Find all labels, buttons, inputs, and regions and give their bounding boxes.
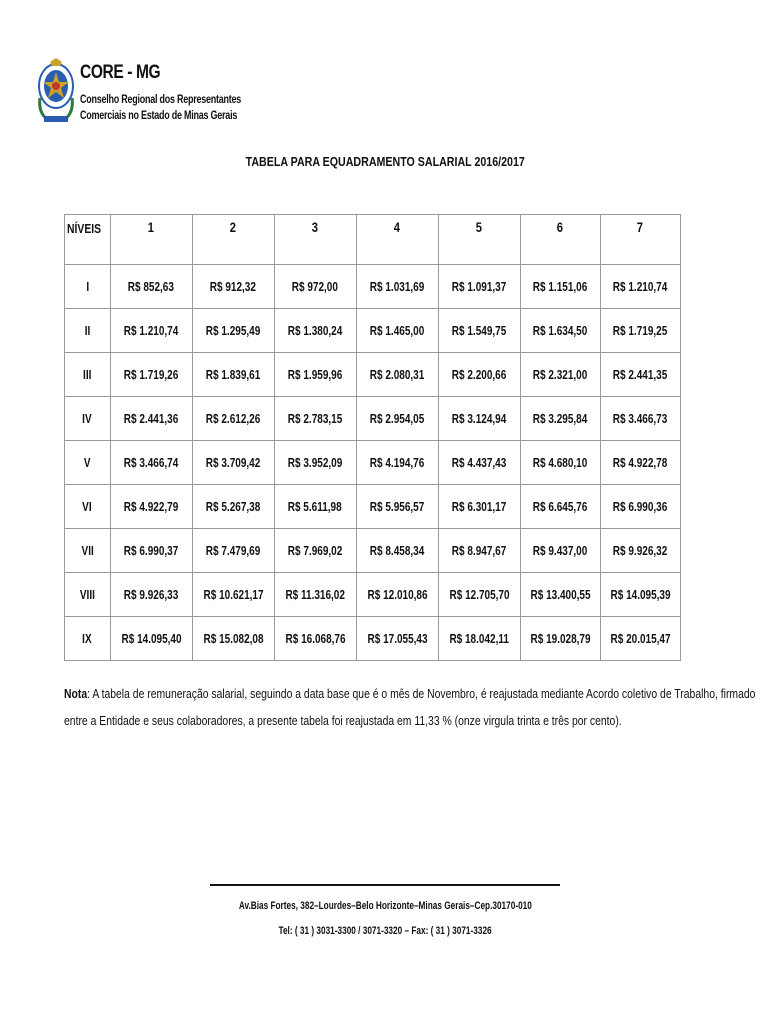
- column-header: 5: [438, 215, 520, 265]
- salary-cell: R$ 14.095,40: [110, 617, 192, 661]
- salary-cell: R$ 14.095,39: [600, 573, 680, 617]
- salary-cell: R$ 972,00: [274, 265, 356, 309]
- salary-cell: R$ 9.926,32: [600, 529, 680, 573]
- salary-cell: R$ 1.295,49: [192, 309, 274, 353]
- note-line-2: entre a Entidade e seus colaboradores, a presente tabela foi reajustada em 11,33 % (onze virgula trinta e três por cento).: [64, 713, 622, 728]
- salary-cell: R$ 1.380,24: [274, 309, 356, 353]
- salary-cell: R$ 19.028,79: [520, 617, 600, 661]
- salary-cell: R$ 3.295,84: [520, 397, 600, 441]
- level-cell: II: [65, 309, 111, 353]
- salary-cell: R$ 10.621,17: [192, 573, 274, 617]
- note: [64, 680, 756, 734]
- note-line-1: Nota: A tabela de remuneração salarial, seguindo a data base que é o mês de Novembro, é reajustada mediante Acordo coletivo de Trabalho, firmado: [64, 686, 756, 701]
- salary-cell: R$ 8.458,34: [356, 529, 438, 573]
- footer-phone: Tel: ( 31 ) 3031-3300 / 3071-3320 – Fax: ( 31 ) 3071-3326: [278, 925, 492, 937]
- column-header: 2: [192, 215, 274, 265]
- salary-cell: R$ 18.042,11: [438, 617, 520, 661]
- core-mg-seal-logo: [36, 58, 76, 128]
- salary-cell: R$ 852,63: [110, 265, 192, 309]
- table-row: [65, 441, 681, 485]
- salary-cell: R$ 3.124,94: [438, 397, 520, 441]
- level-cell: IV: [65, 397, 111, 441]
- salary-cell: R$ 912,32: [192, 265, 274, 309]
- salary-cell: R$ 4.194,76: [356, 441, 438, 485]
- salary-cell: R$ 1.549,75: [438, 309, 520, 353]
- salary-cell: R$ 1.210,74: [110, 309, 192, 353]
- salary-cell: R$ 4.922,78: [600, 441, 680, 485]
- table-row: [65, 485, 681, 529]
- salary-cell: R$ 6.990,36: [600, 485, 680, 529]
- salary-cell: R$ 9.926,33: [110, 573, 192, 617]
- column-header: 7: [600, 215, 680, 265]
- level-cell: VI: [65, 485, 111, 529]
- salary-cell: R$ 2.783,15: [274, 397, 356, 441]
- salary-cell: R$ 1.959,96: [274, 353, 356, 397]
- salary-cell: R$ 3.952,09: [274, 441, 356, 485]
- table-row: [65, 617, 681, 661]
- column-header: 6: [520, 215, 600, 265]
- note-label: Nota: [64, 686, 88, 701]
- table-row: [65, 353, 681, 397]
- salary-cell: R$ 2.080,31: [356, 353, 438, 397]
- salary-cell: R$ 5.956,57: [356, 485, 438, 529]
- salary-cell: R$ 13.400,55: [520, 573, 600, 617]
- salary-cell: R$ 2.954,05: [356, 397, 438, 441]
- salary-cell: R$ 1.210,74: [600, 265, 680, 309]
- salary-cell: R$ 1.839,61: [192, 353, 274, 397]
- table-row: [65, 397, 681, 441]
- salary-cell: R$ 15.082,08: [192, 617, 274, 661]
- column-header: 1: [110, 215, 192, 265]
- level-cell: VII: [65, 529, 111, 573]
- salary-cell: R$ 16.068,76: [274, 617, 356, 661]
- salary-cell: R$ 11.316,02: [274, 573, 356, 617]
- footer-divider: [210, 884, 560, 886]
- document-title: TABELA PARA EQUADRAMENTO SALARIAL 2016/2017: [245, 154, 525, 169]
- salary-cell: R$ 1.031,69: [356, 265, 438, 309]
- salary-cell: R$ 1.091,37: [438, 265, 520, 309]
- level-cell: III: [65, 353, 111, 397]
- salary-cell: R$ 2.612,26: [192, 397, 274, 441]
- salary-cell: R$ 1.151,06: [520, 265, 600, 309]
- table-row: [65, 573, 681, 617]
- salary-cell: R$ 1.465,00: [356, 309, 438, 353]
- org-subtitle-line2: Comerciais no Estado de Minas Gerais: [80, 110, 238, 122]
- salary-cell: R$ 12.705,70: [438, 573, 520, 617]
- salary-cell: R$ 17.055,43: [356, 617, 438, 661]
- footer-address: Av.Bias Fortes, 382–Lourdes–Belo Horizonte–Minas Gerais–Cep.30170-010: [238, 900, 532, 912]
- table-row: [65, 529, 681, 573]
- org-subtitle-line1: Conselho Regional dos Representantes: [80, 94, 242, 106]
- level-cell: I: [65, 265, 111, 309]
- table-row: [65, 265, 681, 309]
- salary-cell: R$ 6.301,17: [438, 485, 520, 529]
- salary-cell: R$ 12.010,86: [356, 573, 438, 617]
- salary-cell: R$ 20.015,47: [600, 617, 680, 661]
- level-cell: VIII: [65, 573, 111, 617]
- salary-cell: R$ 3.466,73: [600, 397, 680, 441]
- salary-cell: R$ 2.321,00: [520, 353, 600, 397]
- salary-cell: R$ 4.437,43: [438, 441, 520, 485]
- levels-header: NÍVEIS: [65, 215, 111, 265]
- salary-cell: R$ 2.441,36: [110, 397, 192, 441]
- salary-cell: R$ 7.969,02: [274, 529, 356, 573]
- salary-cell: R$ 3.709,42: [192, 441, 274, 485]
- salary-cell: R$ 9.437,00: [520, 529, 600, 573]
- salary-cell: R$ 4.922,79: [110, 485, 192, 529]
- column-header: 3: [274, 215, 356, 265]
- salary-cell: R$ 6.990,37: [110, 529, 192, 573]
- org-name: CORE - MG: [80, 62, 161, 83]
- salary-cell: R$ 5.267,38: [192, 485, 274, 529]
- salary-cell: R$ 7.479,69: [192, 529, 274, 573]
- salary-cell: R$ 6.645,76: [520, 485, 600, 529]
- salary-cell: R$ 8.947,67: [438, 529, 520, 573]
- salary-cell: R$ 4.680,10: [520, 441, 600, 485]
- level-cell: V: [65, 441, 111, 485]
- table-row: [65, 309, 681, 353]
- salary-cell: R$ 1.634,50: [520, 309, 600, 353]
- salary-cell: R$ 2.200,66: [438, 353, 520, 397]
- salary-cell: R$ 1.719,26: [110, 353, 192, 397]
- salary-cell: R$ 1.719,25: [600, 309, 680, 353]
- table-header-row: [65, 215, 681, 265]
- salary-cell: R$ 3.466,74: [110, 441, 192, 485]
- salary-cell: R$ 2.441,35: [600, 353, 680, 397]
- column-header: 4: [356, 215, 438, 265]
- salary-table: [64, 214, 681, 661]
- level-cell: IX: [65, 617, 111, 661]
- salary-cell: R$ 5.611,98: [274, 485, 356, 529]
